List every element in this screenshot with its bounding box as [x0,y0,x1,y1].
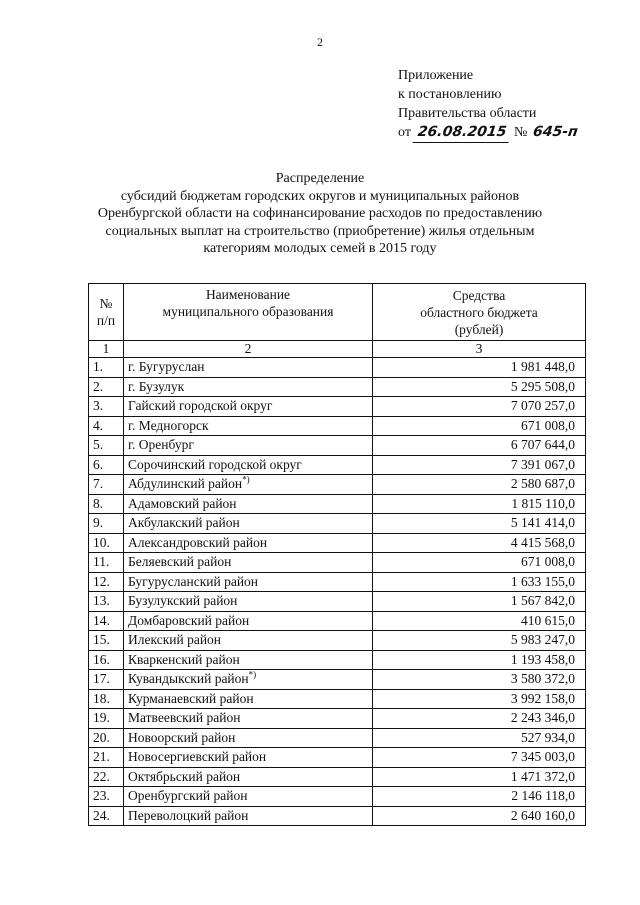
municipality-name [124,494,373,514]
table-row [89,377,586,397]
header-name-line2: муниципального образования [162,304,334,319]
municipality-name-text: Октябрьский район [128,768,241,784]
row-number: 4. [89,416,124,436]
municipality-name-text: Александровский район [128,534,268,550]
municipality-name-text: Кваркенский район [128,651,240,667]
table-row [89,553,586,573]
budget-amount: 7 391 067,0 [373,455,586,475]
budget-amount: 527 934,0 [373,728,586,748]
row-number: 16. [89,650,124,670]
header-value-line1: Средства [452,287,506,303]
table-row [89,611,586,631]
municipality-name [124,514,373,534]
municipality-name-text: Сорочинский городской округ [128,456,302,472]
budget-amount: 6 707 644,0 [373,436,586,456]
budget-amount: 1 567 842,0 [373,592,586,612]
row-number: 19. [89,709,124,729]
table-row [89,455,586,475]
budget-amount: 4 415 568,0 [373,533,586,553]
municipality-name-text: Матвеевский район [128,710,241,725]
table-row [89,670,586,690]
budget-amount: 3 992 158,0 [373,689,586,709]
appendix-title: Приложение [398,68,474,83]
row-number: 21. [89,748,124,768]
header-value-line2: областного бюджета [420,304,538,320]
footnote-mark: *) [248,669,257,680]
row-number: 13. [89,592,124,612]
municipality-name [124,572,373,592]
municipality-name-text: Илекский район [128,632,222,647]
header-num-line1: № [99,296,113,311]
municipality-name-text: Оренбургский район [128,788,248,803]
row-number: 15. [89,631,124,651]
budget-amount: 5 983 247,0 [373,631,586,651]
municipality-name [124,650,373,670]
row-number: 9. [89,514,124,534]
table-row [89,592,586,612]
row-number: 14. [89,611,124,631]
budget-amount: 671 008,0 [373,416,586,436]
row-number: 2. [89,377,124,397]
row-number: 18. [89,689,124,709]
budget-amount: 7 070 257,0 [373,397,586,417]
subsidy-table [88,283,586,826]
table-header-row [89,284,586,341]
municipality-name [124,709,373,729]
municipality-name-text: г. Бузулук [128,378,185,394]
title-line-5: категориям молодых семей в 2015 году [203,241,437,256]
budget-amount: 5 141 414,0 [373,514,586,534]
municipality-name-text: Акбулакский район [128,515,240,530]
municipality-name [124,689,373,709]
budget-amount: 1 633 155,0 [373,572,586,592]
budget-amount: 671 008,0 [373,553,586,573]
handwritten-date: 26.08.2015 [413,123,512,143]
table-row [89,514,586,534]
budget-amount: 3 580 372,0 [373,670,586,690]
column-index: 3 [373,341,586,358]
table-row [89,728,586,748]
budget-amount: 2 580 687,0 [373,475,586,495]
municipality-name-text: Кувандыкский район [128,671,249,686]
municipality-name [124,670,373,690]
appendix-date-line [398,123,589,143]
municipality-name-text: Переволоцкий район [128,807,249,823]
budget-amount: 410 615,0 [373,611,586,631]
table-row [89,650,586,670]
municipality-name [124,553,373,573]
column-index: 2 [124,341,373,358]
appendix-government: Правительства области [398,106,537,121]
municipality-name [124,728,373,748]
municipality-name-text: Адамовский район [128,495,237,511]
municipality-name [124,806,373,826]
municipality-name [124,436,373,456]
table-row [89,709,586,729]
municipality-name [124,377,373,397]
row-number: 20. [89,728,124,748]
budget-amount: 1 193 458,0 [373,650,586,670]
table-row [89,631,586,651]
row-number: 1. [89,358,124,378]
document-title [40,170,600,258]
municipality-name-text: Бугурусланский район [128,573,259,589]
row-number: 24. [89,806,124,826]
column-index: 1 [89,341,124,358]
header-value [373,284,586,341]
title-line-4: социальных выплат на строительство (приобретение) жилья отдельным [105,223,535,239]
budget-amount: 2 640 160,0 [373,806,586,826]
municipality-name-text: Абдулинский район [128,476,243,491]
municipality-name-text: Новосергиевский район [128,749,267,764]
table-row [89,397,586,417]
municipality-name-text: Курманаевский район [128,690,254,706]
budget-amount: 5 295 508,0 [373,377,586,397]
municipality-name [124,592,373,612]
municipality-name [124,416,373,436]
row-number: 7. [89,475,124,495]
column-index-row [89,341,586,358]
municipality-name [124,455,373,475]
row-number: 22. [89,767,124,787]
budget-amount: 2 146 118,0 [373,787,586,807]
table-row [89,533,586,553]
municipality-name-text: Гайский городской округ [128,398,273,413]
budget-amount: 2 243 346,0 [373,709,586,729]
header-name-line1: Наименование [205,287,291,302]
header-value-line3: (рублей) [454,321,504,337]
table-row [89,748,586,768]
budget-amount: 7 345 003,0 [373,748,586,768]
municipality-name [124,358,373,378]
table-row [89,475,586,495]
title-line-2: субсидий бюджетам городских округов и муниципальных районов [120,188,520,204]
budget-amount: 1 815 110,0 [373,494,586,514]
row-number: 23. [89,787,124,807]
title-line-1: Распределение [275,171,365,186]
municipality-name [124,631,373,651]
table-row [89,572,586,592]
municipality-name [124,475,373,495]
municipality-name [124,787,373,807]
municipality-name-text: г. Медногорск [128,417,209,433]
budget-amount: 1 471 372,0 [373,767,586,787]
number-prefix: № [513,125,528,140]
appendix-resolution: к постановлению [398,87,502,102]
municipality-name-text: Беляевский район [128,554,232,569]
date-prefix: от [398,125,411,140]
table-row [89,806,586,826]
municipality-name [124,611,373,631]
table-row [89,787,586,807]
title-line-3: Оренбургской области на софинансирование расходов по предоставлению [97,206,543,221]
table-row [89,767,586,787]
municipality-name [124,767,373,787]
municipality-name-text: Бузулукский район [128,593,238,608]
municipality-name-text: Домбаровский район [128,612,250,628]
table-row [89,689,586,709]
municipality-name [124,748,373,768]
appendix-block [398,66,589,143]
header-num [89,284,124,341]
header-name [124,284,373,341]
row-number: 11. [89,553,124,573]
table-row [89,416,586,436]
row-number: 10. [89,533,124,553]
footnote-mark: *) [242,474,250,485]
row-number: 3. [89,397,124,417]
page-number: 2 [317,35,323,49]
municipality-name-text: г. Бугуруслан [128,359,205,374]
table-row [89,494,586,514]
row-number: 6. [89,455,124,475]
municipality-name-text: Новоорский район [128,729,236,745]
header-num-line2: п/п [96,313,116,328]
row-number: 17. [89,670,124,690]
municipality-name [124,533,373,553]
budget-amount: 1 981 448,0 [373,358,586,378]
row-number: 12. [89,572,124,592]
table-row [89,358,586,378]
handwritten-number: 645-п [531,124,579,140]
municipality-name-text: г. Оренбург [128,437,194,452]
row-number: 8. [89,494,124,514]
table-row [89,436,586,456]
municipality-name [124,397,373,417]
row-number: 5. [89,436,124,456]
